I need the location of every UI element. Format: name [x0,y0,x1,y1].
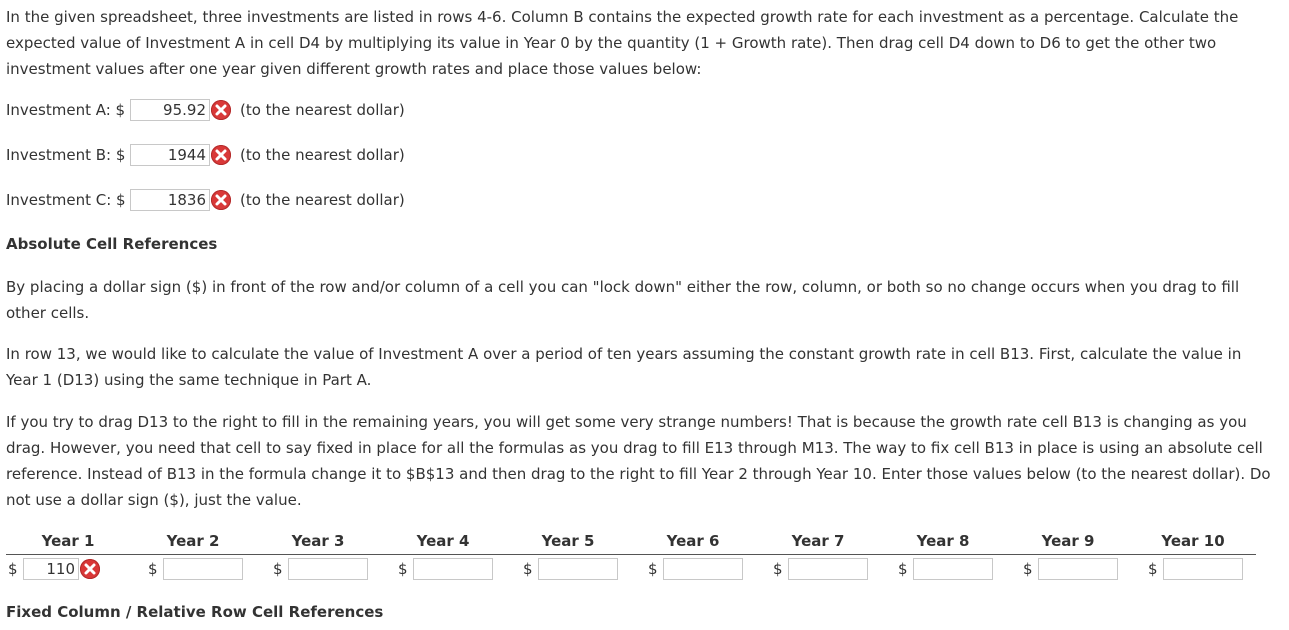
dollar-sign: $ [273,560,283,578]
absolute-paragraph-2: In row 13, we would like to calculate the value of Investment A over a period of ten years assuming the constant growth rate in cell B13. First, calculate the value in Year 1 (D13) using the same technique in Part A. [6,345,1242,389]
year-header: Year 1 [41,532,95,550]
year-7-cell [773,558,868,580]
year-header: Year 7 [791,532,845,550]
investment-c-row [6,188,405,212]
year-header: Year 5 [541,532,595,550]
fixed-column-heading: Fixed Column / Relative Row Cell References [6,603,384,621]
year-header: Year 3 [291,532,345,550]
year-header: Year 8 [916,532,970,550]
dollar-sign: $ [398,560,408,578]
year-header-row [6,532,1256,555]
investment-c-label: Investment C: $ [6,191,126,209]
year-2-cell [148,558,243,580]
year-1-cell [8,558,100,580]
investment-b-hint: (to the nearest dollar) [240,146,405,164]
dollar-sign: $ [523,560,533,578]
year-4-cell [398,558,493,580]
dollar-sign: $ [8,560,18,578]
year-header: Year 9 [1041,532,1095,550]
year-header: Year 4 [416,532,470,550]
year-6-cell [648,558,743,580]
dollar-sign: $ [648,560,658,578]
investment-a-label: Investment A: $ [6,101,126,119]
investment-a-hint: (to the nearest dollar) [240,101,405,119]
year-4-input[interactable] [413,558,493,580]
year-3-cell [273,558,368,580]
year-header: Year 2 [166,532,220,550]
incorrect-x-icon [211,145,231,165]
incorrect-x-icon [80,559,100,579]
year-header: Year 6 [666,532,720,550]
investment-c-hint: (to the nearest dollar) [240,191,405,209]
year-8-cell [898,558,993,580]
year-5-cell [523,558,618,580]
year-9-input[interactable] [1038,558,1118,580]
year-header: Year 10 [1161,532,1225,550]
incorrect-x-icon [211,190,231,210]
dollar-sign: $ [1023,560,1033,578]
investment-a-row [6,98,405,122]
investment-b-input[interactable] [130,144,210,166]
year-5-input[interactable] [538,558,618,580]
investment-b-row [6,143,405,167]
investment-b-label: Investment B: $ [6,146,126,164]
dollar-sign: $ [1148,560,1158,578]
dollar-sign: $ [898,560,908,578]
absolute-paragraph-1: By placing a dollar sign ($) in front of the row and/or column of a cell you can "lock down" either the row, column, or both so no change occurs when you drag to fill other cells. [6,278,1240,322]
year-6-input[interactable] [663,558,743,580]
year-3-input[interactable] [288,558,368,580]
investment-c-input[interactable] [130,189,210,211]
absolute-heading: Absolute Cell References [6,235,218,253]
investment-a-input[interactable] [130,99,210,121]
intro-paragraph: In the given spreadsheet, three investments are listed in rows 4-6. Column B contains the expected growth rate for each investment as a percentage. Calculate the expected value of Investment A in cell D4 by multiplying its value in Year 0 by the quantity (1 + Growth rate). Then drag cell D4 down to D6 to get the other two investment values after one year given different growth rates and place those values below: [6,8,1239,78]
dollar-sign: $ [773,560,783,578]
year-1-input[interactable] [23,558,79,580]
year-10-cell [1148,558,1243,580]
year-8-input[interactable] [913,558,993,580]
year-10-input[interactable] [1163,558,1243,580]
year-9-cell [1023,558,1118,580]
absolute-paragraph-3: If you try to drag D13 to the right to fill in the remaining years, you will get some very strange numbers! That is because the growth rate cell B13 is changing as you drag. However, you need that cell to say fixed in place for all the formulas as you drag to fill E13 through M13. The way to fix cell B13 in place is using an absolute cell reference. Instead of B13 in the formula change it to $B$13 and then drag to the right to fill Year 2 through Year 10. Enter those values below (to the nearest dollar). Do not use a dollar sign ($), just the value. [6,413,1271,509]
incorrect-x-icon [211,100,231,120]
year-2-input[interactable] [163,558,243,580]
dollar-sign: $ [148,560,158,578]
year-7-input[interactable] [788,558,868,580]
